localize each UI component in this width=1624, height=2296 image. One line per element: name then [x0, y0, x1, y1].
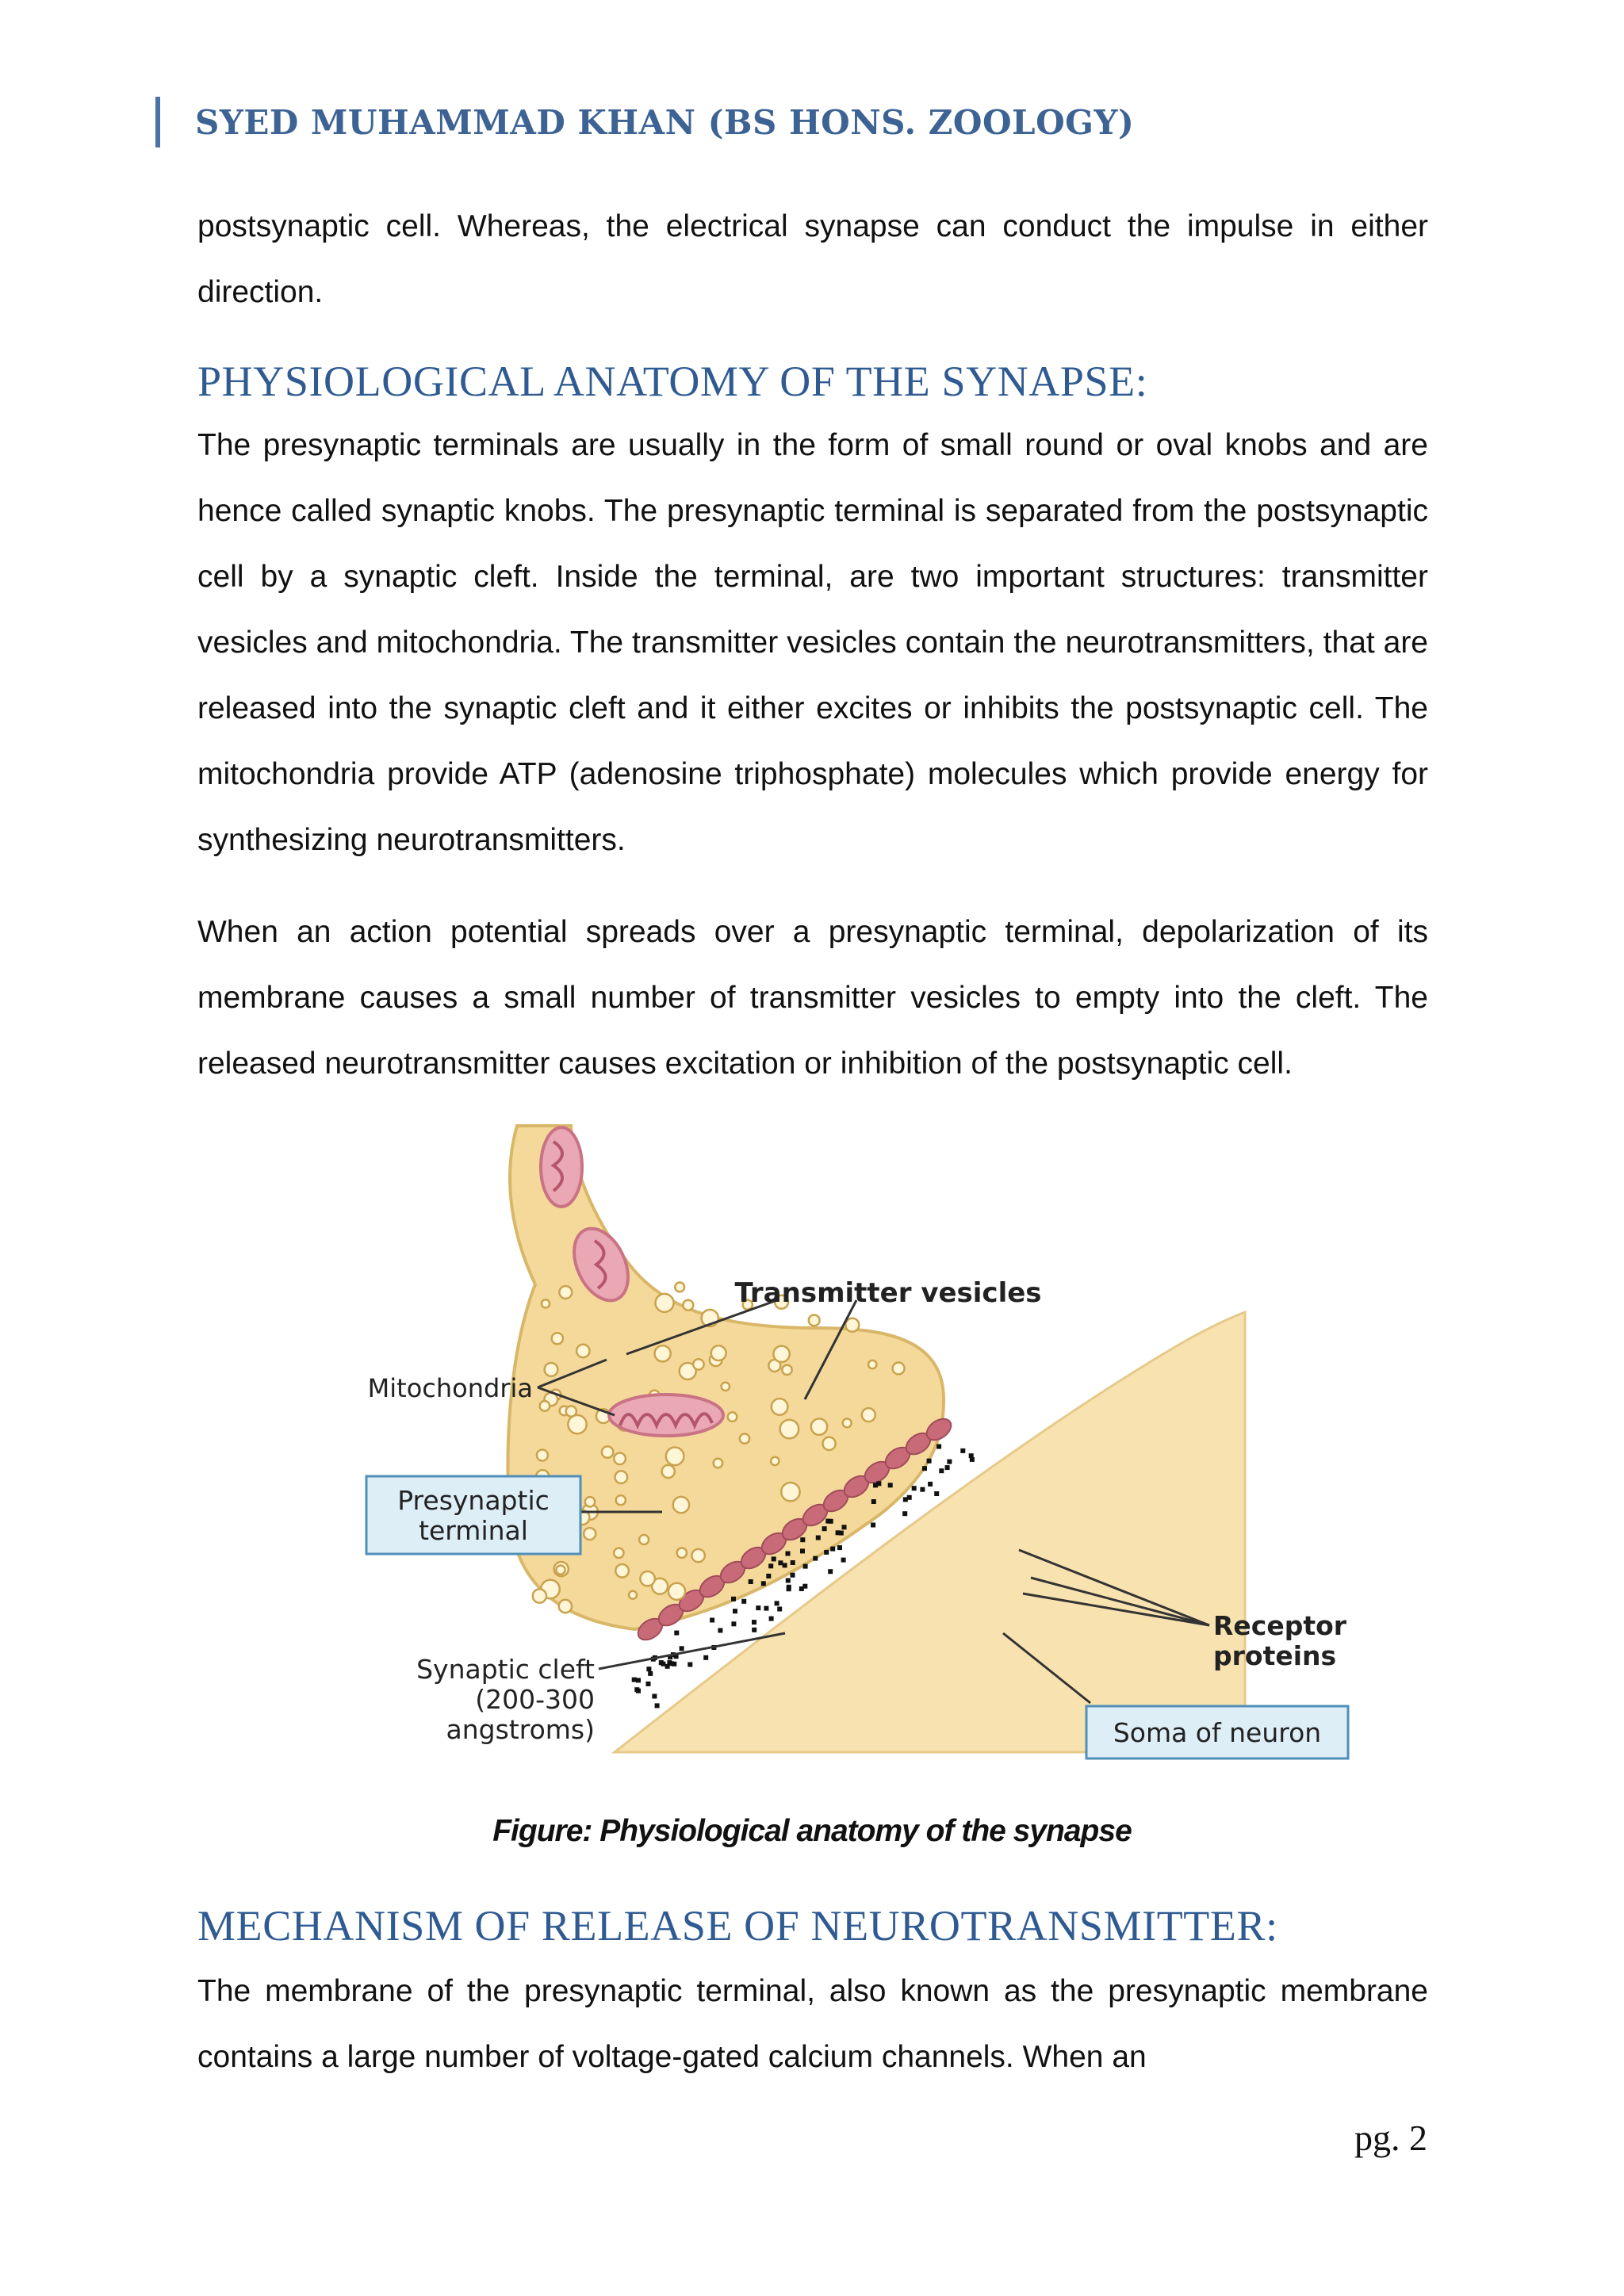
- vesicle: [823, 1437, 836, 1450]
- neurotransmitter-dot: [813, 1556, 818, 1561]
- neurotransmitter-dot: [636, 1678, 641, 1682]
- neurotransmitter-dot: [731, 1621, 736, 1626]
- vesicle: [542, 1299, 550, 1307]
- vesicle: [780, 1420, 799, 1439]
- neurotransmitter-dot: [816, 1536, 821, 1540]
- label-cleft-line2: (200-300: [475, 1684, 595, 1715]
- neurotransmitter-dot: [902, 1511, 907, 1516]
- heading-text: PHYSIOLOGICAL ANATOMY OF THE SYNAPSE:: [197, 358, 1148, 405]
- neurotransmitter-dot: [928, 1482, 933, 1487]
- paragraph-text: The membrane of the presynaptic terminal, also known as the presynaptic membrane contains a large number of voltage-gated calcium channels. When an: [197, 1974, 1428, 2074]
- synapse-diagram: [333, 1118, 1380, 1776]
- neurotransmitter-dot: [934, 1491, 939, 1496]
- neurotransmitter-dot: [837, 1545, 842, 1550]
- vesicle: [662, 1465, 675, 1478]
- paragraph-mechanism: [197, 1958, 1428, 2090]
- vesicle: [629, 1591, 637, 1599]
- neurotransmitter-dot: [703, 1655, 708, 1660]
- label-transmitter-vesicles: Transmitter vesicles: [734, 1277, 1042, 1309]
- vesicle: [728, 1412, 737, 1422]
- neurotransmitter-dot: [800, 1548, 805, 1553]
- neurotransmitter-dot: [903, 1497, 908, 1502]
- vesicle: [811, 1418, 827, 1434]
- vesicle: [668, 1583, 685, 1600]
- label-cleft-line1: Synaptic cleft: [416, 1654, 595, 1685]
- neurotransmitter-dot: [777, 1607, 782, 1612]
- paragraph-action-potential: [197, 899, 1428, 1096]
- neurotransmitter-dot: [756, 1605, 760, 1610]
- neurotransmitter-dot: [688, 1663, 692, 1667]
- vesicle: [552, 1333, 563, 1344]
- neurotransmitter-dot: [674, 1631, 679, 1636]
- neurotransmitter-dot: [646, 1682, 651, 1686]
- neurotransmitter-dot: [741, 1599, 746, 1604]
- vesicle: [722, 1383, 730, 1391]
- vesicle: [677, 1548, 687, 1558]
- vesicle: [568, 1415, 586, 1433]
- neurotransmitter-dot: [731, 1597, 736, 1601]
- vesicle: [655, 1345, 671, 1361]
- neurotransmitter-dot: [786, 1578, 791, 1583]
- neurotransmitter-dot: [764, 1606, 768, 1611]
- header-title: SYED MUHAMMAD KHAN (BS HONS. ZOOLOGY): [195, 102, 1135, 142]
- label-receptor-line2: proteins: [1213, 1640, 1337, 1671]
- neurotransmitter-dot: [786, 1552, 791, 1556]
- neurotransmitter-dot: [769, 1617, 774, 1621]
- label-receptor-line1: Receptor: [1213, 1610, 1347, 1641]
- vesicle: [585, 1497, 595, 1506]
- vesicle: [666, 1448, 684, 1466]
- vesicle: [545, 1363, 558, 1376]
- neurotransmitter-dot: [710, 1618, 714, 1623]
- vesicle: [559, 1286, 572, 1299]
- vesicle: [540, 1401, 550, 1411]
- neurotransmitter-dot: [655, 1703, 660, 1708]
- section-heading-mechanism: [197, 1901, 1428, 1950]
- neurotransmitter-dot: [922, 1466, 927, 1471]
- neurotransmitter-dot: [783, 1563, 787, 1567]
- neurotransmitter-dot: [661, 1662, 665, 1667]
- vesicle: [691, 1549, 704, 1562]
- vesicle: [537, 1450, 548, 1461]
- vesicle: [781, 1483, 799, 1501]
- mitochondrion-lower: [609, 1395, 723, 1436]
- vesicle: [602, 1446, 613, 1457]
- synapse-figure: [333, 1118, 1380, 1776]
- neurotransmitter-dot: [766, 1574, 771, 1578]
- neurotransmitter-dot: [652, 1694, 657, 1699]
- vesicle: [683, 1300, 693, 1311]
- neurotransmitter-dot: [648, 1671, 653, 1676]
- vesicle: [614, 1453, 626, 1465]
- label-soma: Soma of neuron: [1113, 1717, 1322, 1748]
- neurotransmitter-dot: [839, 1531, 844, 1536]
- neurotransmitter-dot: [888, 1483, 893, 1487]
- figure-caption: Figure: Physiological anatomy of the synapse: [492, 1814, 1132, 1848]
- vesicle: [673, 1497, 689, 1513]
- vesicle: [809, 1315, 820, 1326]
- neurotransmitter-dot: [969, 1453, 974, 1458]
- neurotransmitter-dot: [876, 1481, 881, 1486]
- vesicle: [576, 1345, 589, 1357]
- paragraph-intro: [197, 193, 1428, 325]
- neurotransmitter-dot: [842, 1525, 847, 1529]
- vesicle: [615, 1564, 629, 1578]
- neurotransmitter-dot: [665, 1664, 670, 1669]
- vesicle: [533, 1589, 546, 1602]
- neurotransmitter-dot: [761, 1581, 766, 1586]
- page-number: pg. 2: [1354, 2118, 1427, 2158]
- vesicle: [656, 1294, 674, 1312]
- paragraph-text: The presynaptic terminals are usually in the form of small round or oval knobs and are hence called synaptic knobs. The presynaptic terminal is separated from the postsynaptic cell by a synaptic cleft. Inside the terminal, are two important structures: transmitter vesicles and mitochondria. The transmitter vesicles contain the neurotransmitters, that are released into the synaptic cleft and it either excites or inhibits the postsynaptic cell. The mitochondria provide ATP (adenosine triphosphate) molecules which provide energy for synthesizing neurotransmitters.: [197, 428, 1428, 857]
- neurotransmitter-dot: [802, 1584, 807, 1589]
- page-header: [155, 97, 1134, 147]
- neurotransmitter-dot: [791, 1573, 795, 1578]
- neurotransmitter-dot: [871, 1499, 876, 1504]
- label-presynaptic-line2: terminal: [419, 1515, 528, 1546]
- vesicle: [868, 1360, 876, 1368]
- vesicle: [711, 1345, 726, 1360]
- neurotransmitter-dot: [669, 1661, 674, 1666]
- neurotransmitter-dot: [632, 1678, 637, 1682]
- vesicle: [773, 1346, 789, 1362]
- vesicle: [771, 1457, 779, 1465]
- neurotransmitter-dot: [828, 1569, 833, 1574]
- vesicle: [740, 1433, 749, 1443]
- neurotransmitter-dot: [733, 1609, 737, 1613]
- neurotransmitter-dot: [927, 1459, 932, 1464]
- vesicle: [772, 1399, 788, 1415]
- neurotransmitter-dot: [841, 1558, 846, 1563]
- neurotransmitter-dot: [822, 1526, 827, 1531]
- neurotransmitter-dot: [752, 1620, 756, 1624]
- vesicle: [714, 1459, 723, 1468]
- neurotransmitter-dot: [936, 1445, 941, 1449]
- vesicle: [640, 1571, 654, 1586]
- vesicle: [559, 1600, 572, 1613]
- vesicle: [616, 1495, 626, 1505]
- vesicle: [614, 1548, 623, 1558]
- vesicle: [639, 1535, 649, 1544]
- vesicle: [584, 1528, 596, 1540]
- neurotransmitter-dot: [912, 1486, 917, 1490]
- heading-text: MECHANISM OF RELEASE OF NEUROTRANSMITTER:: [197, 1902, 1278, 1950]
- neurotransmitter-dot: [646, 1667, 651, 1671]
- neurotransmitter-dot: [791, 1560, 795, 1565]
- neurotransmitter-dot: [939, 1468, 944, 1473]
- paragraph-anatomy: [197, 412, 1428, 873]
- neurotransmitter-dot: [824, 1550, 829, 1555]
- vesicle: [675, 1283, 684, 1292]
- label-cleft-line3: angstroms): [446, 1714, 595, 1745]
- neurotransmitter-dot: [803, 1564, 808, 1569]
- paragraph-text: postsynaptic cell. Whereas, the electrical synapse can conduct the impulse in either direction.: [197, 209, 1428, 309]
- neurotransmitter-dot: [945, 1465, 950, 1470]
- mitochondrion-top: [541, 1127, 582, 1207]
- vesicle: [566, 1406, 576, 1417]
- vesicle: [843, 1418, 852, 1427]
- neurotransmitter-dot: [634, 1687, 639, 1692]
- neurotransmitter-dot: [800, 1537, 805, 1542]
- paragraph-text: When an action potential spreads over a presynaptic terminal, depolarization of its membrane causes a small number of transmitter vesicles to empty into the cleft. The released neurotransmitter causes excitation or inhibition of the postsynaptic cell.: [197, 915, 1428, 1081]
- neurotransmitter-dot: [749, 1579, 753, 1584]
- label-mitochondria: Mitochondria: [367, 1373, 533, 1403]
- neurotransmitter-dot: [772, 1556, 776, 1561]
- neurotransmitter-dot: [830, 1547, 835, 1552]
- vesicle: [862, 1408, 875, 1422]
- neurotransmitter-dot: [960, 1448, 965, 1453]
- vesicle: [782, 1365, 791, 1375]
- neurotransmitter-dot: [825, 1519, 830, 1524]
- neurotransmitter-dot: [680, 1646, 684, 1651]
- vesicle: [893, 1363, 905, 1375]
- vesicle: [693, 1359, 703, 1369]
- vesicle: [556, 1566, 565, 1575]
- neurotransmitter-dot: [778, 1560, 783, 1565]
- section-heading-anatomy: [197, 357, 1428, 406]
- vesicle: [845, 1318, 859, 1332]
- neurotransmitter-dot: [718, 1628, 722, 1633]
- neurotransmitter-dot: [947, 1460, 952, 1464]
- neurotransmitter-dot: [787, 1586, 791, 1591]
- neurotransmitter-dot: [752, 1628, 756, 1632]
- neurotransmitter-dot: [871, 1523, 875, 1528]
- neurotransmitter-dot: [920, 1487, 925, 1492]
- label-presynaptic-line1: Presynaptic: [397, 1485, 550, 1516]
- vesicle: [615, 1471, 628, 1483]
- neurotransmitter-dot: [768, 1563, 773, 1568]
- neurotransmitter-dot: [775, 1601, 779, 1605]
